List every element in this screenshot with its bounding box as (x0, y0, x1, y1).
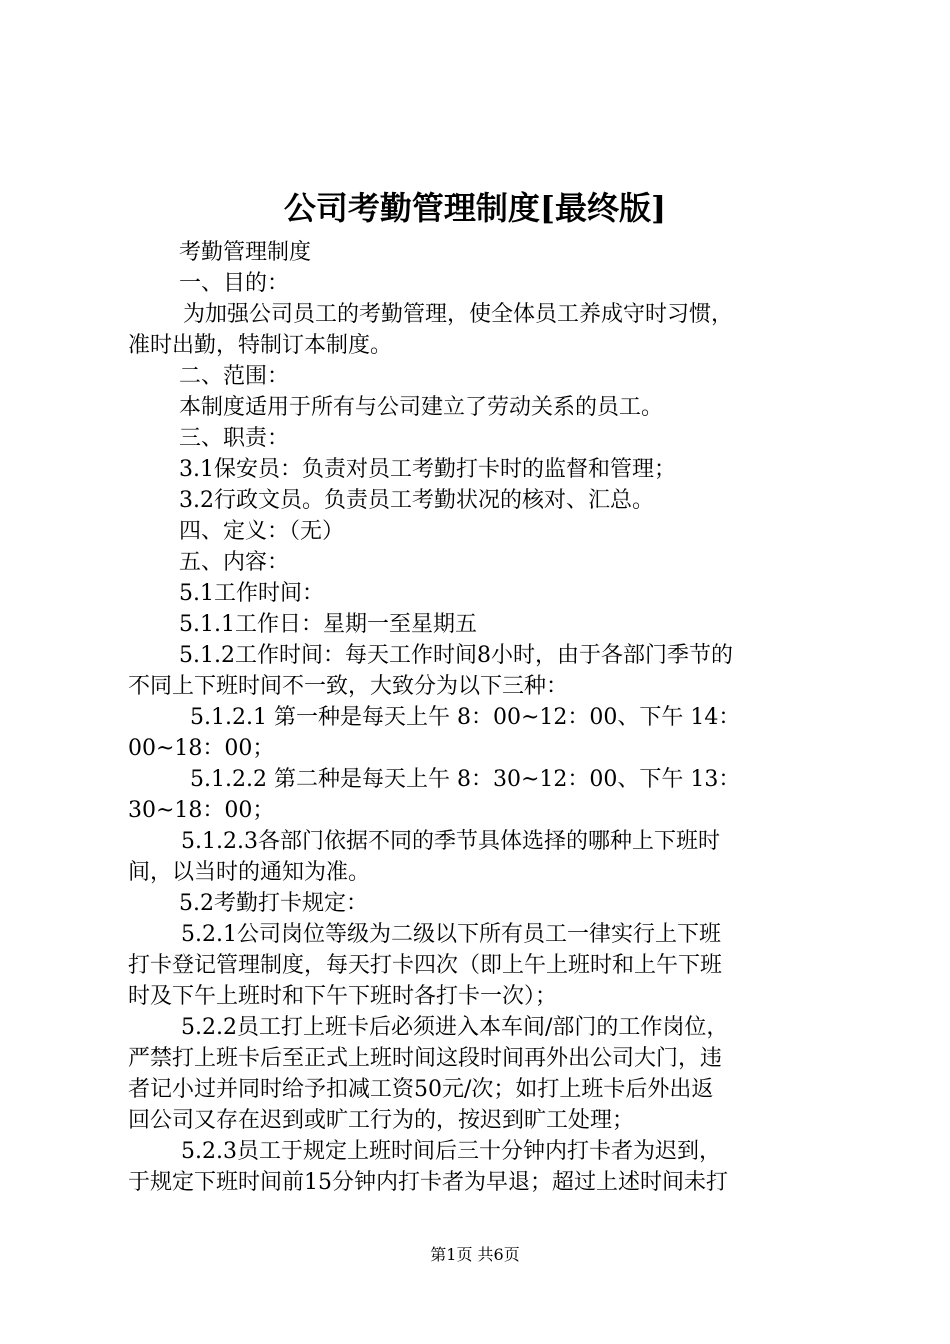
paragraph-line: 5.2.1公司岗位等级为二级以下所有员工一律实行上下班 (181, 922, 721, 947)
document-title: 公司考勤管理制度[最终版] (283, 189, 667, 227)
document-body (128, 237, 832, 1198)
paragraph-line: 于规定下班时间前15分钟内打卡者为早退；超过上述时间未打 (128, 1170, 728, 1195)
paragraph-line: 5.2考勤打卡规定： (179, 891, 368, 916)
paragraph-line: 3.1保安员：负责对员工考勤打卡时的监督和管理； (179, 457, 676, 482)
paragraph-line: 四、定义：（无） (179, 519, 345, 544)
paragraph-line: 5.1.2.3各部门依据不同的季节具体选择的哪种上下班时 (181, 829, 720, 854)
paragraph-line: 5.2.3员工于规定上班时间后三十分钟内打卡者为迟到， (181, 1139, 721, 1164)
paragraph-line: 严禁打上班卡后至正式上班时间这段时间再外出公司大门，违 (128, 1046, 723, 1071)
paragraph-line: 不同上下班时间不一致，大致分为以下三种： (128, 674, 569, 699)
paragraph-line: 打卡登记管理制度，每天打卡四次（即上午上班时和上午下班 (128, 953, 723, 978)
paragraph-line: 考勤管理制度 (179, 240, 312, 265)
paragraph-line: 5.1.2工作时间：每天工作时间8小时，由于各部门季节的 (179, 643, 733, 668)
paragraph-line: 回公司又存在迟到或旷工行为的，按迟到旷工处理； (128, 1108, 635, 1133)
paragraph-line: 5.1.2.1 第一种是每天上午 8：00~12：00、下午 14： (190, 705, 741, 730)
paragraph-line: 间，以当时的通知为准。 (128, 860, 371, 885)
paragraph-line: 时及下午上班时和下午下班时各打卡一次）； (128, 984, 558, 1009)
paragraph-line: 准时出勤，特制订本制度。 (128, 333, 393, 358)
paragraph-line: 一、目的： (179, 271, 290, 296)
paragraph-line: 本制度适用于所有与公司建立了劳动关系的员工。 (179, 395, 664, 420)
paragraph-line: 5.2.2员工打上班卡后必须进入本车间/部门的工作岗位， (181, 1015, 729, 1040)
paragraph-line: 五、内容： (179, 550, 290, 575)
paragraph-line: 5.1工作时间： (179, 581, 324, 606)
paragraph-line: 5.1.1工作日：星期一至星期五 (179, 612, 477, 637)
paragraph-line: 二、范围： (179, 364, 290, 389)
paragraph-line: 5.1.2.2 第二种是每天上午 8：30~12：00、下午 13： (190, 767, 741, 792)
paragraph-line: 30~18：00； (128, 798, 275, 823)
paragraph-line: 00~18：00； (128, 736, 275, 761)
paragraph-line: 者记小过并同时给予扣减工资50元/次；如打上班卡后外出返 (128, 1077, 714, 1102)
paragraph-line: 三、职责： (179, 426, 290, 451)
paragraph-line: 为加强公司员工的考勤管理，使全体员工养成守时习惯， (183, 302, 734, 327)
paragraph-line: 3.2行政文员。负责员工考勤状况的核对、汇总。 (179, 488, 654, 513)
page-footer: 第1页 共6页 (430, 1245, 520, 1264)
